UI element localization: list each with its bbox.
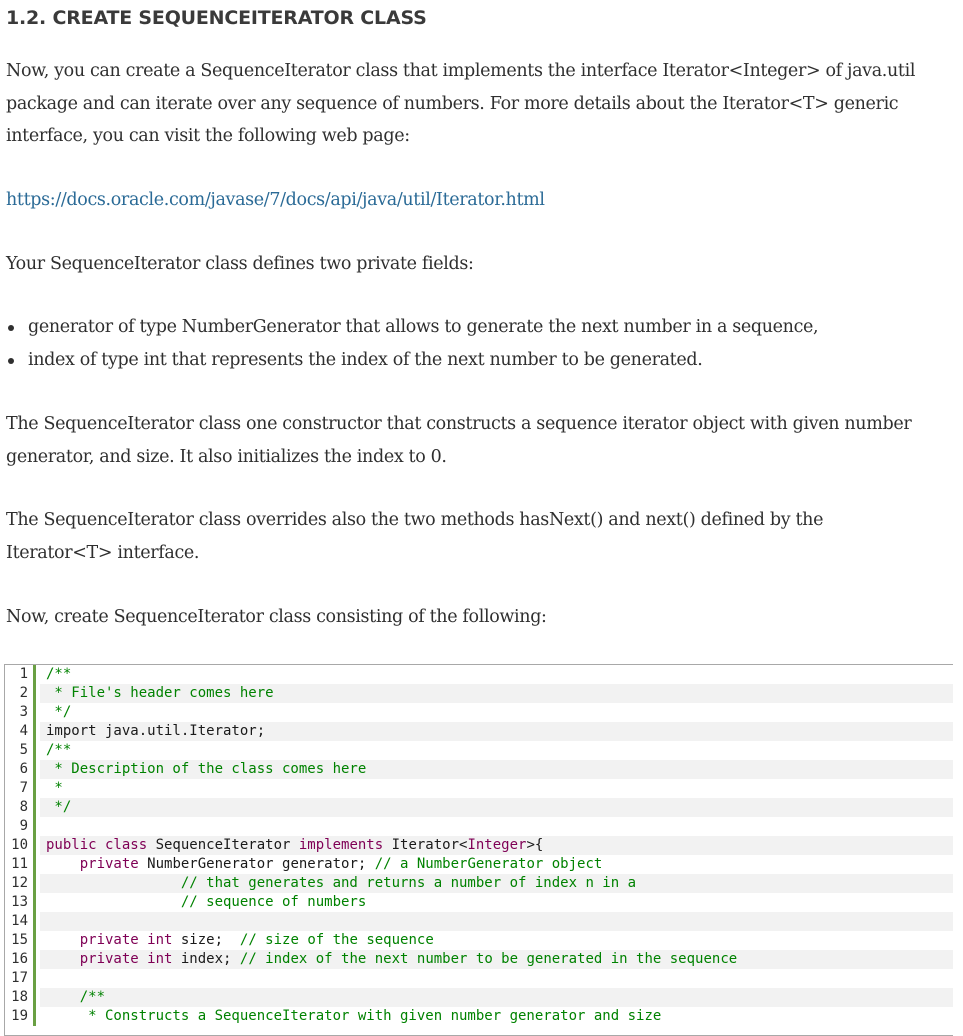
line-number: 14 [5,912,36,931]
fields-intro: Your SequenceIterator class defines two private fields: [6,254,474,274]
code-block [4,664,953,1036]
code-token [46,951,80,967]
code-token: index; [180,951,240,967]
line-number: 16 [5,950,36,969]
code-line [5,893,953,912]
code-text [40,665,953,684]
intro-line: package and can iterate over any sequence of numbers. For more details about the Iterator<T> generic [6,93,899,114]
code-text [40,912,953,931]
code-text [40,855,953,874]
line-number: 4 [5,722,36,741]
code-token: >{ [526,837,544,853]
code-line [5,874,953,893]
line-number: 13 [5,893,36,912]
code-line [5,912,953,931]
code-token: public class [46,837,156,853]
constructor-paragraph [6,408,951,473]
iterator-docs-link[interactable]: https://docs.oracle.com/javase/7/docs/api/java/util/Iterator.html [6,190,545,210]
code-token: private [79,856,148,872]
line-number: 5 [5,741,36,760]
code-token: import java.util.Iterator; [46,723,266,739]
code-text [40,988,953,1007]
code-token: */ [46,704,72,720]
code-token: size; [180,932,240,948]
overrides-line: Iterator<T> interface. [6,542,200,563]
code-token: */ [46,799,72,815]
code-token: Iterator< [391,837,468,853]
code-line [5,855,953,874]
code-token: private int [79,932,181,948]
code-line [5,1007,953,1026]
code-token: // that generates and returns a number of index n in a [46,875,637,891]
code-line [5,836,953,855]
code-line [5,684,953,703]
section-heading: 1.2. CREATE SEQUENCEITERATOR CLASS [6,7,427,29]
line-number: 9 [5,817,36,836]
code-line [5,988,953,1007]
intro-paragraph [6,55,951,153]
code-token: * [46,780,63,796]
code-text [40,893,953,912]
code-text [40,950,953,969]
code-text [40,798,953,817]
code-text [40,779,953,798]
code-token: private int [79,951,181,967]
code-token: * File's header comes here [46,685,274,701]
code-token: /** [46,989,106,1005]
code-text [40,741,953,760]
code-line [5,722,953,741]
overrides-line: The SequenceIterator class overrides also the two methods hasNext() and next() defined by the [6,510,824,530]
intro-line: interface, you can visit the following web page: [6,126,410,146]
code-text [40,760,953,779]
code-line [5,665,953,684]
code-token: NumberGenerator generator; [147,856,375,872]
code-text [40,836,953,855]
line-number: 19 [5,1007,36,1026]
code-token [46,856,80,872]
code-token: * Description of the class comes here [46,761,367,777]
code-token: // index of the next number to be generated in the sequence [239,951,738,967]
line-number: 12 [5,874,36,893]
line-number: 7 [5,779,36,798]
code-line [5,817,953,836]
link-paragraph [6,184,951,217]
code-text [40,874,953,893]
code-line [5,779,953,798]
code-token: * Constructs a SequenceIterator with given number generator and size [46,1008,662,1024]
code-token: SequenceIterator [155,837,299,853]
code-line [5,969,953,988]
code-token: // sequence of numbers [46,894,367,910]
code-line [5,703,953,722]
code-token: implements [298,837,392,853]
code-line [5,798,953,817]
code-line [5,950,953,969]
line-number: 10 [5,836,36,855]
fields-list [6,311,951,376]
code-text [40,1007,953,1026]
code-token: Integer [467,837,527,853]
intro-line: Now, you can create a SequenceIterator class that implements the interface Iterator<Integer> of java.util [6,61,916,81]
line-number: 3 [5,703,36,722]
code-line [5,931,953,950]
code-token [46,932,80,948]
create-paragraph: Now, create SequenceIterator class consisting of the following: [6,607,547,627]
line-number: 8 [5,798,36,817]
code-text [40,684,953,703]
code-line [5,741,953,760]
code-token: // size of the sequence [239,932,434,948]
code-text [40,722,953,741]
code-token: // a NumberGenerator object [374,856,603,872]
list-item: index of type int that represents the index of the next number to be generated. [6,344,951,377]
line-number: 11 [5,855,36,874]
line-number: 18 [5,988,36,1007]
list-item: generator of type NumberGenerator that allows to generate the next number in a sequence, [6,311,951,344]
code-text [40,703,953,722]
code-token: /** [46,742,72,758]
line-number: 6 [5,760,36,779]
line-number: 2 [5,684,36,703]
constructor-line: The SequenceIterator class one constructor that constructs a sequence iterator object with given number [6,414,912,434]
code-text [40,931,953,950]
code-text [40,969,953,988]
overrides-paragraph [6,504,951,569]
constructor-line: generator, and size. It also initializes the index to 0. [6,446,447,467]
line-number: 15 [5,931,36,950]
line-number: 17 [5,969,36,988]
code-text [40,817,953,836]
code-token: /** [46,666,72,682]
line-number: 1 [5,665,36,684]
code-line [5,760,953,779]
